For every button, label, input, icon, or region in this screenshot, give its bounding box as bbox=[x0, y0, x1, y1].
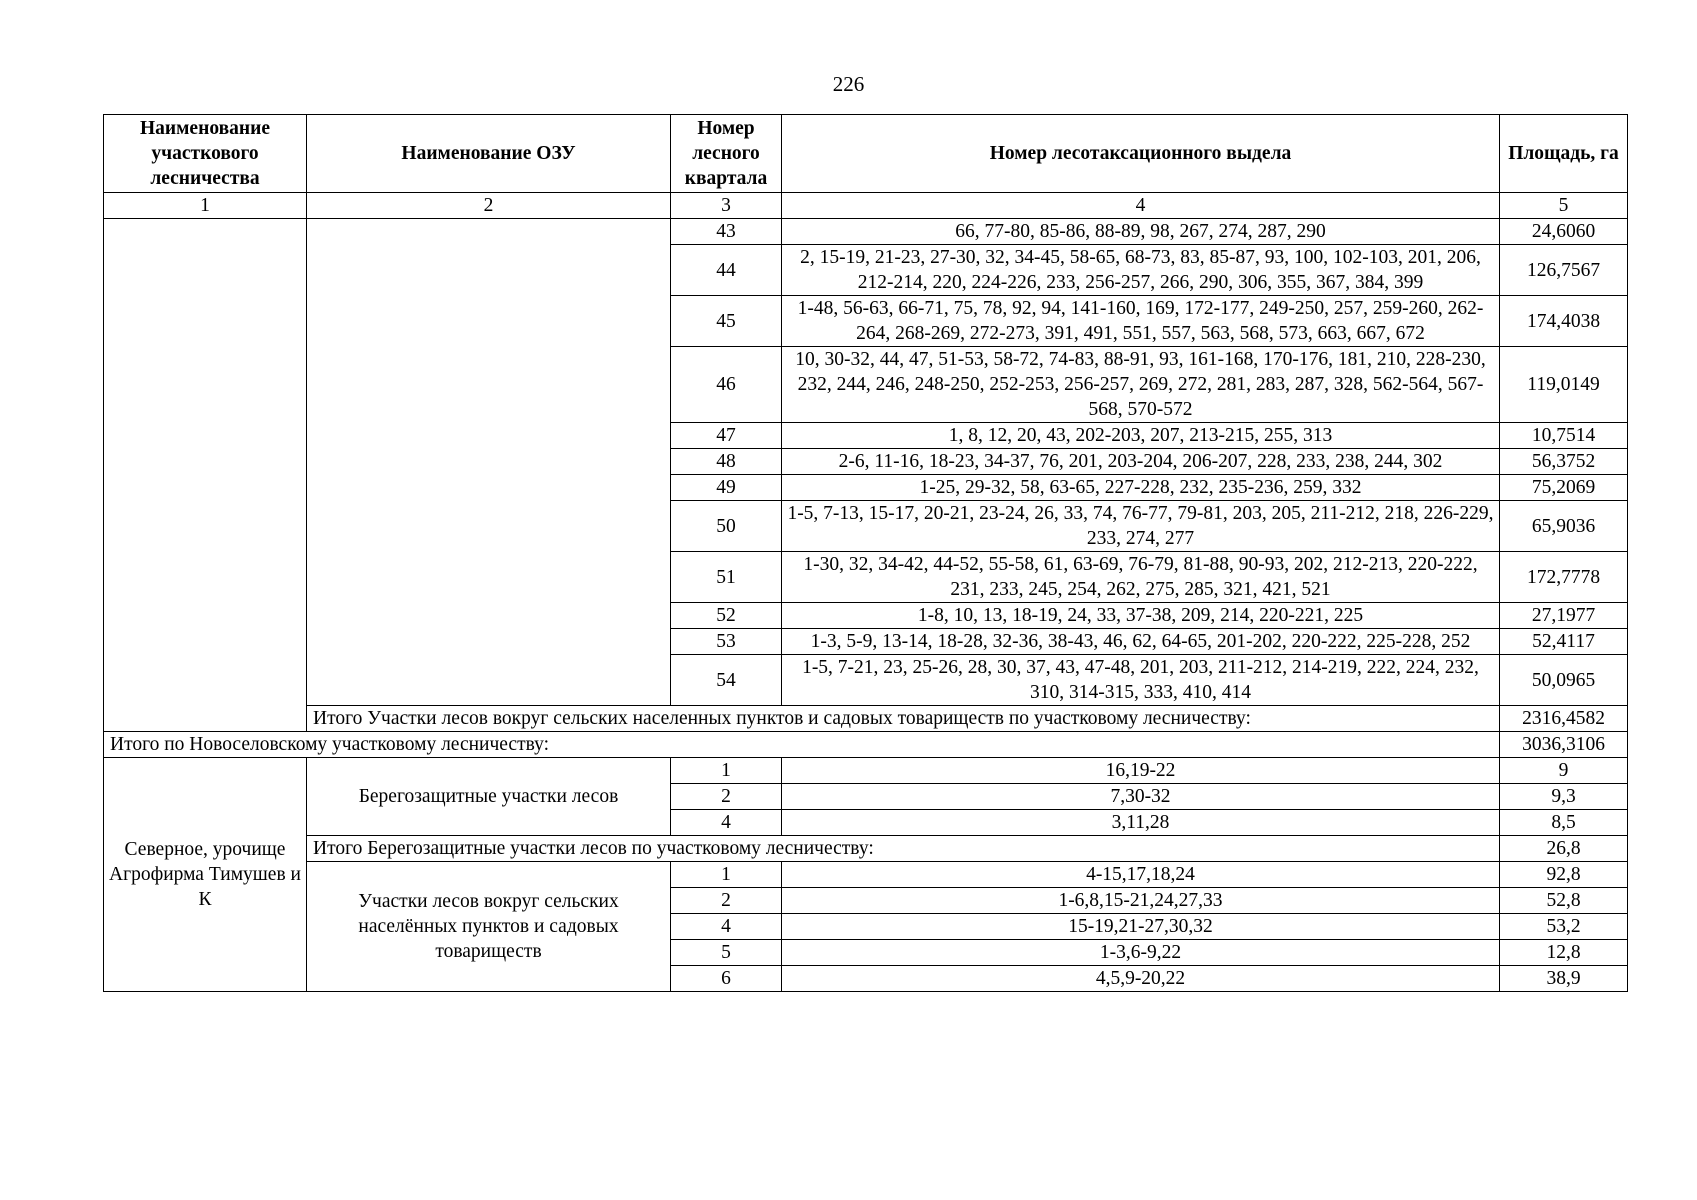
sections-cell: 10, 30-32, 44, 47, 51-53, 58-72, 74-83, 88-91, 93, 161-168, 170-176, 181, 210, 228-230, 232, 244, 246, 248-250, 252-253, 256-257, 269, 272, 281, 283, 287, 328, 562-564, 567-568, 570-572 bbox=[782, 347, 1500, 423]
area-cell: 9,3 bbox=[1500, 784, 1628, 810]
sections-cell: 4-15,17,18,24 bbox=[782, 862, 1500, 888]
sections-cell: 1-25, 29-32, 58, 63-65, 227-228, 232, 235-236, 259, 332 bbox=[782, 475, 1500, 501]
area-cell: 126,7567 bbox=[1500, 245, 1628, 296]
page-number: 226 bbox=[832, 72, 865, 96]
forest-plots-table bbox=[103, 114, 1628, 992]
forestry-name-cell: Северное, урочище Агрофирма Тимушев и К bbox=[104, 758, 307, 992]
area-cell: 172,7778 bbox=[1500, 552, 1628, 603]
quarter-cell: 6 bbox=[671, 966, 782, 992]
area-cell: 52,8 bbox=[1500, 888, 1628, 914]
column-number: 5 bbox=[1500, 193, 1628, 219]
sections-cell: 1, 8, 12, 20, 43, 202-203, 207, 213-215, 255, 313 bbox=[782, 423, 1500, 449]
subtotal-area: 26,8 bbox=[1500, 836, 1628, 862]
area-cell: 92,8 bbox=[1500, 862, 1628, 888]
area-cell: 65,9036 bbox=[1500, 501, 1628, 552]
column-number: 1 bbox=[104, 193, 307, 219]
sections-cell: 3,11,28 bbox=[782, 810, 1500, 836]
area-cell: 119,0149 bbox=[1500, 347, 1628, 423]
area-cell: 10,7514 bbox=[1500, 423, 1628, 449]
sections-cell: 16,19-22 bbox=[782, 758, 1500, 784]
sections-cell: 66, 77-80, 85-86, 88-89, 98, 267, 274, 287, 290 bbox=[782, 219, 1500, 245]
empty-forestry-cell bbox=[104, 219, 307, 732]
quarter-cell: 50 bbox=[671, 501, 782, 552]
sections-cell: 4,5,9-20,22 bbox=[782, 966, 1500, 992]
area-cell: 75,2069 bbox=[1500, 475, 1628, 501]
header-quarter: Номер лесного квартала bbox=[671, 115, 782, 193]
subtotal-area: 2316,4582 bbox=[1500, 706, 1628, 732]
total-area: 3036,3106 bbox=[1500, 732, 1628, 758]
sections-cell: 1-3, 5-9, 13-14, 18-28, 32-36, 38-43, 46, 62, 64-65, 201-202, 220-222, 225-228, 252 bbox=[782, 629, 1500, 655]
sections-cell: 1-6,8,15-21,24,27,33 bbox=[782, 888, 1500, 914]
column-number-row bbox=[104, 193, 1628, 219]
header-section: Номер лесотаксационного выдела bbox=[782, 115, 1500, 193]
table-row bbox=[104, 758, 1628, 784]
sections-cell: 1-30, 32, 34-42, 44-52, 55-58, 61, 63-69, 76-79, 81-88, 90-93, 202, 212-213, 220-222, 231, 233, 245, 254, 262, 275, 285, 321, 421, 521 bbox=[782, 552, 1500, 603]
sections-cell: 1-5, 7-21, 23, 25-26, 28, 30, 37, 43, 47-48, 201, 203, 211-212, 214-219, 222, 224, 232, 310, 314-315, 333, 410, 414 bbox=[782, 655, 1500, 706]
area-cell: 38,9 bbox=[1500, 966, 1628, 992]
quarter-cell: 4 bbox=[671, 810, 782, 836]
area-cell: 8,5 bbox=[1500, 810, 1628, 836]
quarter-cell: 2 bbox=[671, 784, 782, 810]
sections-cell: 1-3,6-9,22 bbox=[782, 940, 1500, 966]
quarter-cell: 4 bbox=[671, 914, 782, 940]
subtotal-label: Итого Участки лесов вокруг сельских населенных пунктов и садовых товариществ по участковому лесничеству: bbox=[307, 706, 1500, 732]
quarter-cell: 53 bbox=[671, 629, 782, 655]
quarter-cell: 5 bbox=[671, 940, 782, 966]
quarter-cell: 54 bbox=[671, 655, 782, 706]
header-row bbox=[104, 115, 1628, 193]
table-row bbox=[104, 862, 1628, 888]
area-cell: 9 bbox=[1500, 758, 1628, 784]
area-cell: 52,4117 bbox=[1500, 629, 1628, 655]
total-row bbox=[104, 732, 1628, 758]
column-number: 2 bbox=[307, 193, 671, 219]
quarter-cell: 44 bbox=[671, 245, 782, 296]
quarter-cell: 48 bbox=[671, 449, 782, 475]
ozu-name-cell: Берегозащитные участки лесов bbox=[307, 758, 671, 836]
quarter-cell: 51 bbox=[671, 552, 782, 603]
area-cell: 12,8 bbox=[1500, 940, 1628, 966]
column-number: 4 bbox=[782, 193, 1500, 219]
quarter-cell: 2 bbox=[671, 888, 782, 914]
area-cell: 53,2 bbox=[1500, 914, 1628, 940]
sections-cell: 1-48, 56-63, 66-71, 75, 78, 92, 94, 141-160, 169, 172-177, 249-250, 257, 259-260, 262-264, 268-269, 272-273, 391, 491, 551, 557, 563, 568, 573, 663, 667, 672 bbox=[782, 296, 1500, 347]
quarter-cell: 49 bbox=[671, 475, 782, 501]
quarter-cell: 52 bbox=[671, 603, 782, 629]
quarter-cell: 1 bbox=[671, 862, 782, 888]
subtotal-label: Итого Берегозащитные участки лесов по участковому лесничеству: bbox=[307, 836, 1500, 862]
empty-ozu-cell bbox=[307, 219, 671, 706]
quarter-cell: 46 bbox=[671, 347, 782, 423]
quarter-cell: 47 bbox=[671, 423, 782, 449]
area-cell: 24,6060 bbox=[1500, 219, 1628, 245]
sections-cell: 15-19,21-27,30,32 bbox=[782, 914, 1500, 940]
quarter-cell: 43 bbox=[671, 219, 782, 245]
header-ozu: Наименование ОЗУ bbox=[307, 115, 671, 193]
subtotal-row bbox=[104, 706, 1628, 732]
subtotal-row bbox=[104, 836, 1628, 862]
quarter-cell: 45 bbox=[671, 296, 782, 347]
sections-cell: 7,30-32 bbox=[782, 784, 1500, 810]
area-cell: 27,1977 bbox=[1500, 603, 1628, 629]
table-row bbox=[104, 219, 1628, 245]
sections-cell: 2-6, 11-16, 18-23, 34-37, 76, 201, 203-204, 206-207, 228, 233, 238, 244, 302 bbox=[782, 449, 1500, 475]
sections-cell: 2, 15-19, 21-23, 27-30, 32, 34-45, 58-65, 68-73, 83, 85-87, 93, 100, 102-103, 201, 206, 212-214, 220, 224-226, 233, 256-257, 266, 290, 306, 355, 367, 384, 399 bbox=[782, 245, 1500, 296]
sections-cell: 1-5, 7-13, 15-17, 20-21, 23-24, 26, 33, 74, 76-77, 79-81, 203, 205, 211-212, 218, 226-229, 233, 274, 277 bbox=[782, 501, 1500, 552]
header-forestry: Наименование участкового лесничества bbox=[104, 115, 307, 193]
column-number: 3 bbox=[671, 193, 782, 219]
header-area: Площадь, га bbox=[1500, 115, 1628, 193]
sections-cell: 1-8, 10, 13, 18-19, 24, 33, 37-38, 209, 214, 220-221, 225 bbox=[782, 603, 1500, 629]
area-cell: 50,0965 bbox=[1500, 655, 1628, 706]
area-cell: 174,4038 bbox=[1500, 296, 1628, 347]
area-cell: 56,3752 bbox=[1500, 449, 1628, 475]
quarter-cell: 1 bbox=[671, 758, 782, 784]
total-label: Итого по Новоселовскому участковому лесничеству: bbox=[104, 732, 1500, 758]
ozu-name-cell: Участки лесов вокруг сельских населённых пунктов и садовых товариществ bbox=[307, 862, 671, 992]
